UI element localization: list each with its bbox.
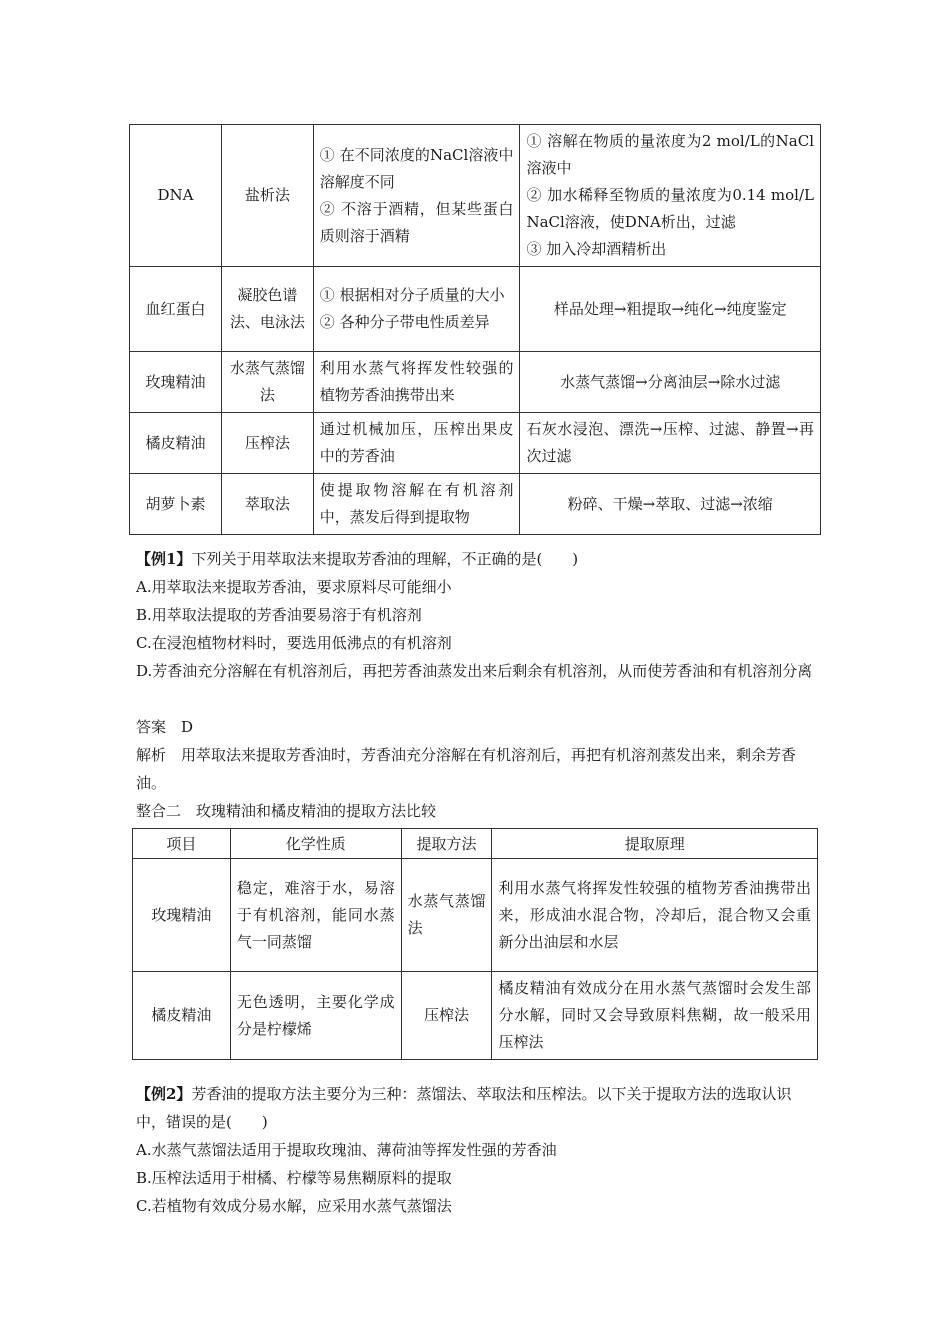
option-c: C.在浸泡植物材料时，要选用低沸点的有机溶剂 — [136, 634, 452, 652]
answer-text: 答案 D — [136, 718, 194, 736]
section-title: 整合二 玫瑰精油和橘皮精油的提取方法比较 — [136, 802, 437, 820]
table-cell: 压榨法 — [221, 413, 313, 474]
table-header-row — [133, 829, 818, 859]
table-cell: 通过机械加压，压榨出果皮中的芳香油 — [313, 413, 520, 474]
table-row — [130, 352, 821, 413]
table-cell — [313, 125, 520, 267]
table-cell: 无色透明，主要化学成分是柠檬烯 — [230, 972, 401, 1060]
cell-line: ② 各种分子带电性质差异 — [319, 313, 490, 331]
cell-line: ② 不溶于酒精，但某些蛋白质则溶于酒精 — [319, 199, 514, 245]
example-tag: 【例1】 — [136, 550, 192, 568]
table-cell: 压榨法 — [401, 972, 492, 1060]
table-cell: 凝胶色谱法、电泳法 — [221, 267, 313, 352]
column-header: 提取方法 — [401, 829, 492, 859]
table-cell: 玫瑰精油 — [133, 859, 231, 972]
table-cell: 水蒸气蒸馏法 — [401, 859, 492, 972]
question-text: 芳香油的提取方法主要分为三种：蒸馏法、萃取法和压榨法。以下关于提取方法的选取认识中，错误的是( ) — [136, 1085, 792, 1131]
analysis-text: 解析 用萃取法来提取芳香油时，芳香油充分溶解在有机溶剂后，再把有机溶剂蒸发出来，剩余芳香油。 — [136, 746, 797, 792]
table-cell: 利用水蒸气将挥发性较强的植物芳香油携带出来，形成油水混合物，冷却后，混合物又会重新分出油层和水层 — [492, 859, 818, 972]
table-cell: 样品处理→粗提取→纯化→纯度鉴定 — [520, 267, 821, 352]
table-row — [133, 972, 818, 1060]
option-d: D.芳香油充分溶解在有机溶剂后，再把芳香油蒸发出来后剩余有机溶剂，从而使芳香油和有机溶剂分离 — [136, 662, 813, 680]
option-b: B.用萃取法提取的芳香油要易溶于有机溶剂 — [136, 606, 422, 624]
option-c: C.若植物有效成分易水解，应采用水蒸气蒸馏法 — [136, 1197, 452, 1215]
table-cell: 玫瑰精油 — [130, 352, 222, 413]
table-cell: 血红蛋白 — [130, 267, 222, 352]
table-cell: 利用水蒸气将挥发性较强的植物芳香油携带出来 — [313, 352, 520, 413]
table-cell: 橘皮精油 — [130, 413, 222, 474]
table-cell: 橘皮精油有效成分在用水蒸气蒸馏时会发生部分水解，同时又会导致原料焦糊，故一般采用压榨法 — [492, 972, 818, 1060]
table-cell: DNA — [130, 125, 222, 267]
question-text: 下列关于用萃取法来提取芳香油的理解，不正确的是( ) — [191, 550, 579, 568]
table-cell: 石灰水浸泡、漂洗→压榨、过滤、静置→再次过滤 — [520, 413, 821, 474]
table-cell: 稳定，难溶于水，易溶于有机溶剂，能同水蒸气一同蒸馏 — [230, 859, 401, 972]
table-cell: 胡萝卜素 — [130, 474, 222, 535]
extraction-methods-table — [129, 124, 821, 535]
table-cell: 使提取物溶解在有机溶剂中，蒸发后得到提取物 — [313, 474, 520, 535]
cell-line: ③ 加入冷却酒精析出 — [526, 240, 667, 258]
table-cell — [520, 125, 821, 267]
example-tag: 【例2】 — [136, 1085, 192, 1103]
table-cell: 橘皮精油 — [133, 972, 231, 1060]
column-header: 化学性质 — [230, 829, 401, 859]
cell-line: ② 加水稀释至物质的量浓度为0.14 mol/L NaCl溶液，使DNA析出，过滤 — [526, 186, 814, 231]
option-a: A.用萃取法来提取芳香油，要求原料尽可能细小 — [136, 578, 452, 596]
table-row — [130, 474, 821, 535]
table-row — [130, 125, 821, 267]
column-header: 项目 — [133, 829, 231, 859]
table-row — [130, 267, 821, 352]
table-cell — [313, 267, 520, 352]
cell-line: ① 在不同浓度的NaCl溶液中溶解度不同 — [319, 145, 514, 191]
table-row — [130, 413, 821, 474]
table-cell: 水蒸气蒸馏法 — [221, 352, 313, 413]
comparison-table — [132, 828, 818, 1060]
option-a: A.水蒸气蒸馏法适用于提取玫瑰油、薄荷油等挥发性强的芳香油 — [136, 1141, 557, 1159]
cell-line: ① 溶解在物质的量浓度为2 mol/L的NaCl溶液中 — [526, 132, 814, 177]
table-row — [133, 859, 818, 972]
table-cell: 水蒸气蒸馏→分离油层→除水过滤 — [520, 352, 821, 413]
table-cell: 萃取法 — [221, 474, 313, 535]
table-cell: 盐析法 — [221, 125, 313, 267]
column-header: 提取原理 — [492, 829, 818, 859]
table-cell: 粉碎、干燥→萃取、过滤→浓缩 — [520, 474, 821, 535]
example1-question — [136, 545, 816, 573]
cell-line: ① 根据相对分子质量的大小 — [319, 286, 505, 304]
option-b: B.压榨法适用于柑橘、柠檬等易焦糊原料的提取 — [136, 1169, 452, 1187]
example2-question — [136, 1080, 816, 1136]
